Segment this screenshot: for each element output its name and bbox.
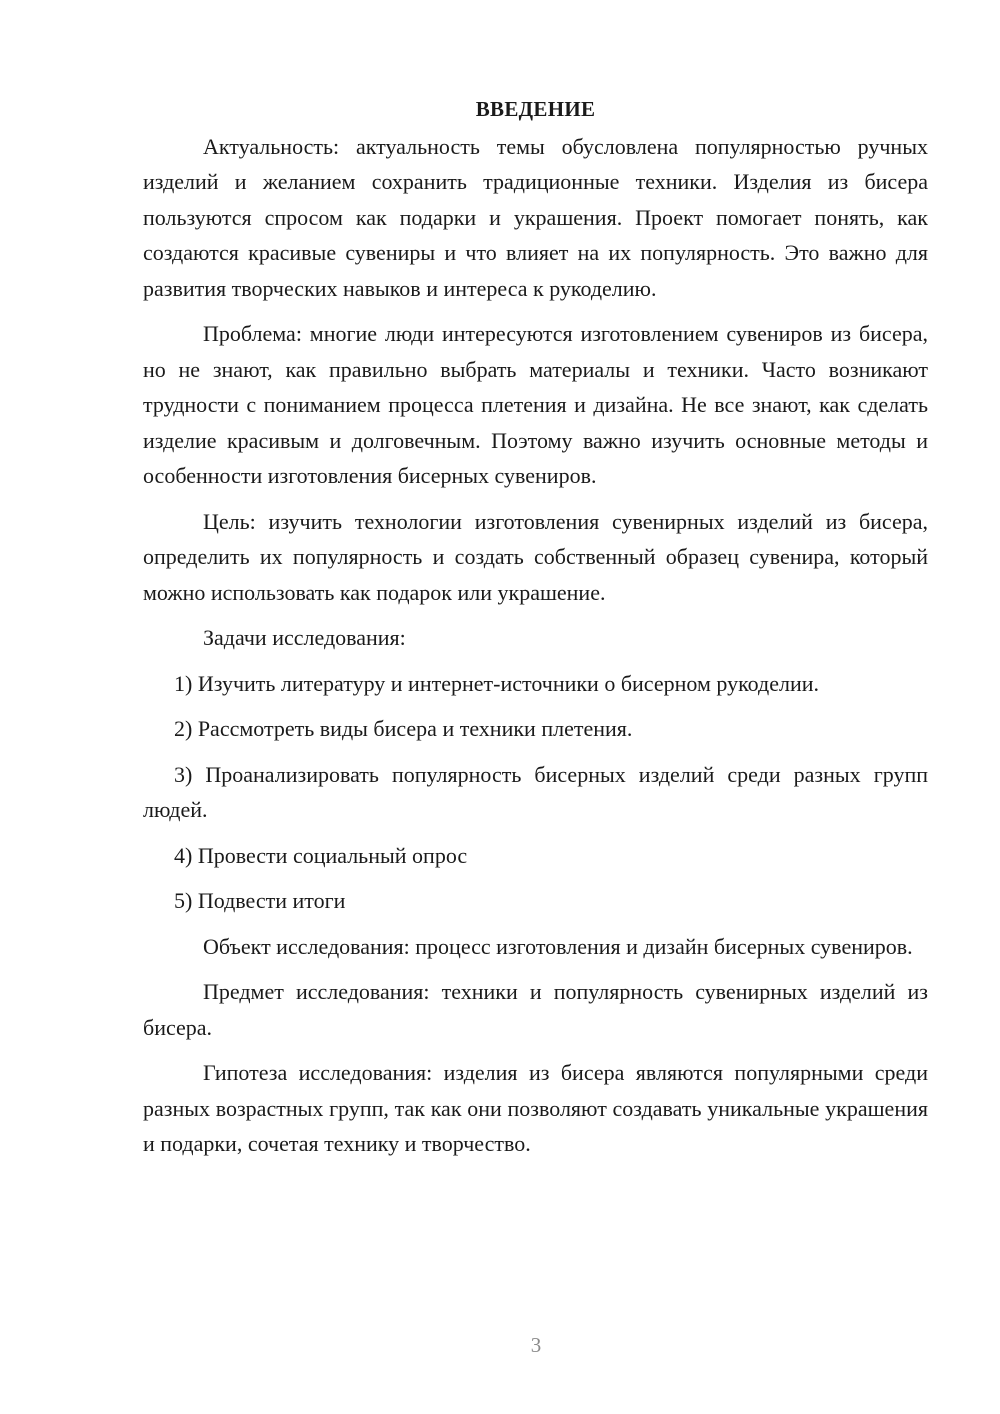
paragraph-hypothesis: Гипотеза исследования: изделия из бисера являются популярными среди разных возрастных групп, так как они позволяют создавать уникальные украшения и подарки, сочетая технику и творчество. — [143, 1060, 928, 1156]
task-item-1: 1) Изучить литературу и интернет-источники о бисерном рукоделии. — [174, 670, 820, 696]
paragraph-tasks-heading: Задачи исследования: — [203, 625, 406, 650]
section-title: ВВЕДЕНИЕ — [475, 97, 596, 121]
paragraph-object: Объект исследования: процесс изготовления и дизайн бисерных сувениров. — [203, 933, 913, 959]
paragraph-goal: Цель: изучить технологии изготовления сувенирных изделий из бисера, определить их популярность и создать собственный образец сувенира, который можно использовать как подарок или украшение. — [143, 508, 928, 605]
page-number: 3 — [530, 1333, 542, 1357]
paragraph-relevance: Актуальность: актуальность темы обусловлена популярностью ручных изделий и желанием сохранить традиционные техники. Изделия из бисера пользуются спросом как подарки и украшения. Проект помогает понять, как создаются красивые сувениры и что влияет на их популярность. Это важно для развития творческих навыков и интереса к рукоделию. — [143, 133, 928, 301]
page-content — [143, 92, 928, 1172]
task-item-2: 2) Рассмотреть виды бисера и техники плетения. — [174, 716, 633, 741]
paragraph-subject: Предмет исследования: техники и популярность сувенирных изделий из бисера. — [143, 979, 928, 1040]
task-item-3: 3) Проанализировать популярность бисерных изделий среди разных групп людей. — [143, 761, 928, 822]
task-item-5: 5) Подвести итоги — [174, 888, 346, 913]
task-item-4: 4) Провести социальный опрос — [174, 842, 468, 868]
paragraph-problem: Проблема: многие люди интересуются изготовлением сувениров из бисера, но не знают, как правильно выбрать материалы и техники. Часто возникают трудности с пониманием процесса плетения и дизайна. Не все знают, как сделать изделие красивым и долговечным. Поэтому важно изучить основные методы и особенности изготовления бисерных сувениров. — [143, 321, 928, 488]
